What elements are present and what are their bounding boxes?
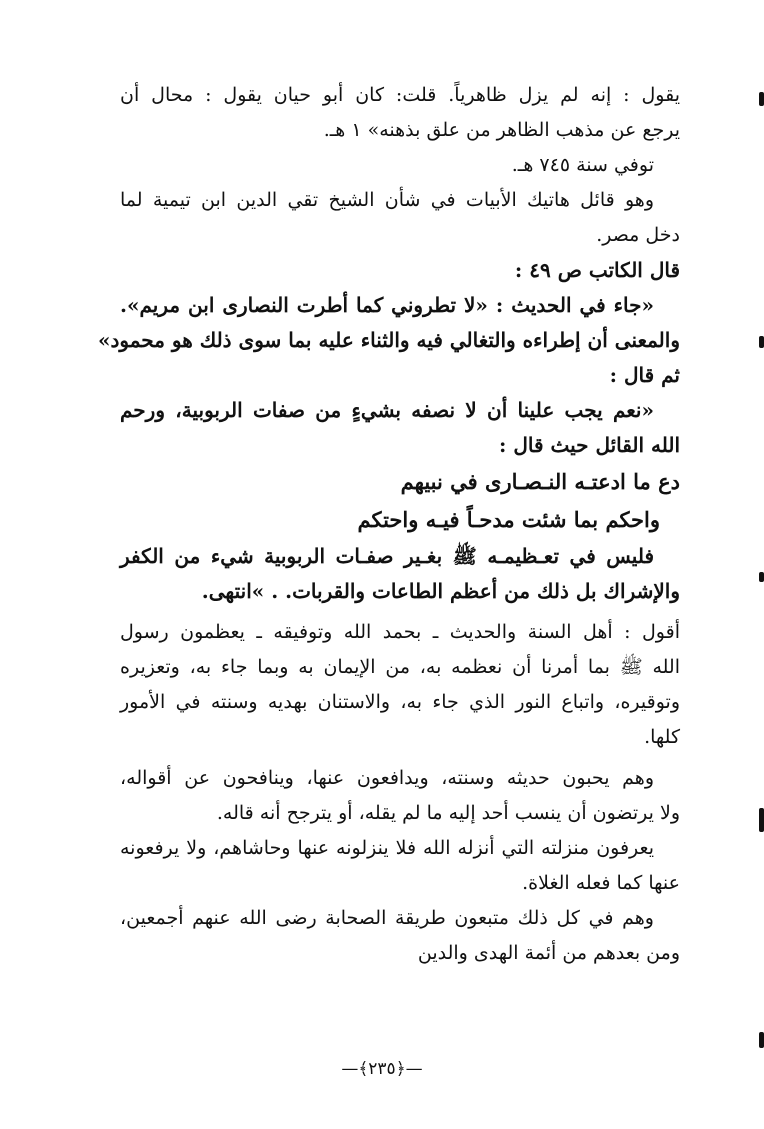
quote-line: فليس في تعـظيمـه ﷺ بغـير صفـات الربوبية شيء من الكفر — [120, 544, 654, 568]
poem-verse: دع ما ادعتـه النـصـارى في نبيهم — [400, 469, 680, 494]
quote-line: والإشراك بل ذلك من أعظم الطاعات والقربات. . »انتهى. — [201, 579, 680, 603]
text-line: أقول : أهل السنة والحديث ـ بحمد الله وتوفيقه ـ يعظمون رسول — [120, 621, 680, 643]
text-line: ومن بعدهم من أئمة الهدى والدين — [417, 942, 680, 964]
text-line: توفي سنة ٧٤٥ هـ. — [511, 154, 654, 176]
quote-line: الله القائل حيث قال : — [498, 433, 680, 457]
scan-edge-mark — [759, 1032, 764, 1048]
text-line: يقول : إنه لم يزل ظاهرياً. قلت: كان أبو حيان يقول : محال أن — [120, 84, 680, 106]
text-line: وهم في كل ذلك متبعون طريقة الصحابة رضى الله عنهم أجمعين، — [120, 907, 654, 929]
text-line: دخل مصر. — [596, 224, 680, 246]
section-heading: قال الكاتب ص ٤٩ : — [514, 258, 680, 282]
page-number: —﴿٢٣٥﴾— — [341, 1059, 423, 1079]
text-line: وهم يحبون حديثه وسنته، ويدافعون عنها، وينافحون عن أقواله، — [120, 767, 654, 789]
quote-line: «جاء في الحديث : «لا تطروني كما أطرت النصارى ابن مريم». — [120, 293, 654, 317]
text-line: عنها كما فعله الغلاة. — [522, 872, 680, 894]
text-line: يرجع عن مذهب الظاهر من علق بذهنه» ١ هـ. — [323, 119, 680, 141]
quote-line: والمعنى أن إطراءه والتغالي فيه والثناء عليه بما سوى ذلك هو محمود» — [98, 328, 680, 352]
text-line: وتوقيره، واتباع النور الذي جاء به، والاستنان بهديه وسنته في الأمور — [120, 691, 680, 713]
poem-verse: واحكم بما شئت مدحـاً فيـه واحتكم — [357, 507, 660, 532]
text-line: وهو قائل هاتيك الأبيات في شأن الشيخ تقي الدين ابن تيمية لما — [120, 189, 654, 211]
quote-line: «نعم يجب علينا أن لا نصفه بشيءٍ من صفات الربوبية، ورحم — [120, 398, 654, 422]
quote-line: ثم قال : — [609, 363, 680, 387]
scan-edge-mark — [759, 92, 764, 106]
text-line: الله ﷺ بما أمرنا أن نعظمه به، من الإيمان به وبما جاء به، وتعزيره — [120, 656, 680, 678]
scan-edge-mark — [759, 336, 764, 348]
text-line: كلها. — [644, 726, 680, 748]
scan-edge-mark — [759, 572, 764, 582]
page-body — [98, 78, 680, 971]
text-line: يعرفون منزلته التي أنزله الله فلا ينزلونه عنها وحاشاهم، ولا يرفعونه — [120, 837, 654, 859]
text-line: ولا يرتضون أن ينسب أحد إليه ما لم يقله، أو يترجح أنه قاله. — [216, 802, 680, 824]
scan-edge-mark — [759, 808, 764, 832]
